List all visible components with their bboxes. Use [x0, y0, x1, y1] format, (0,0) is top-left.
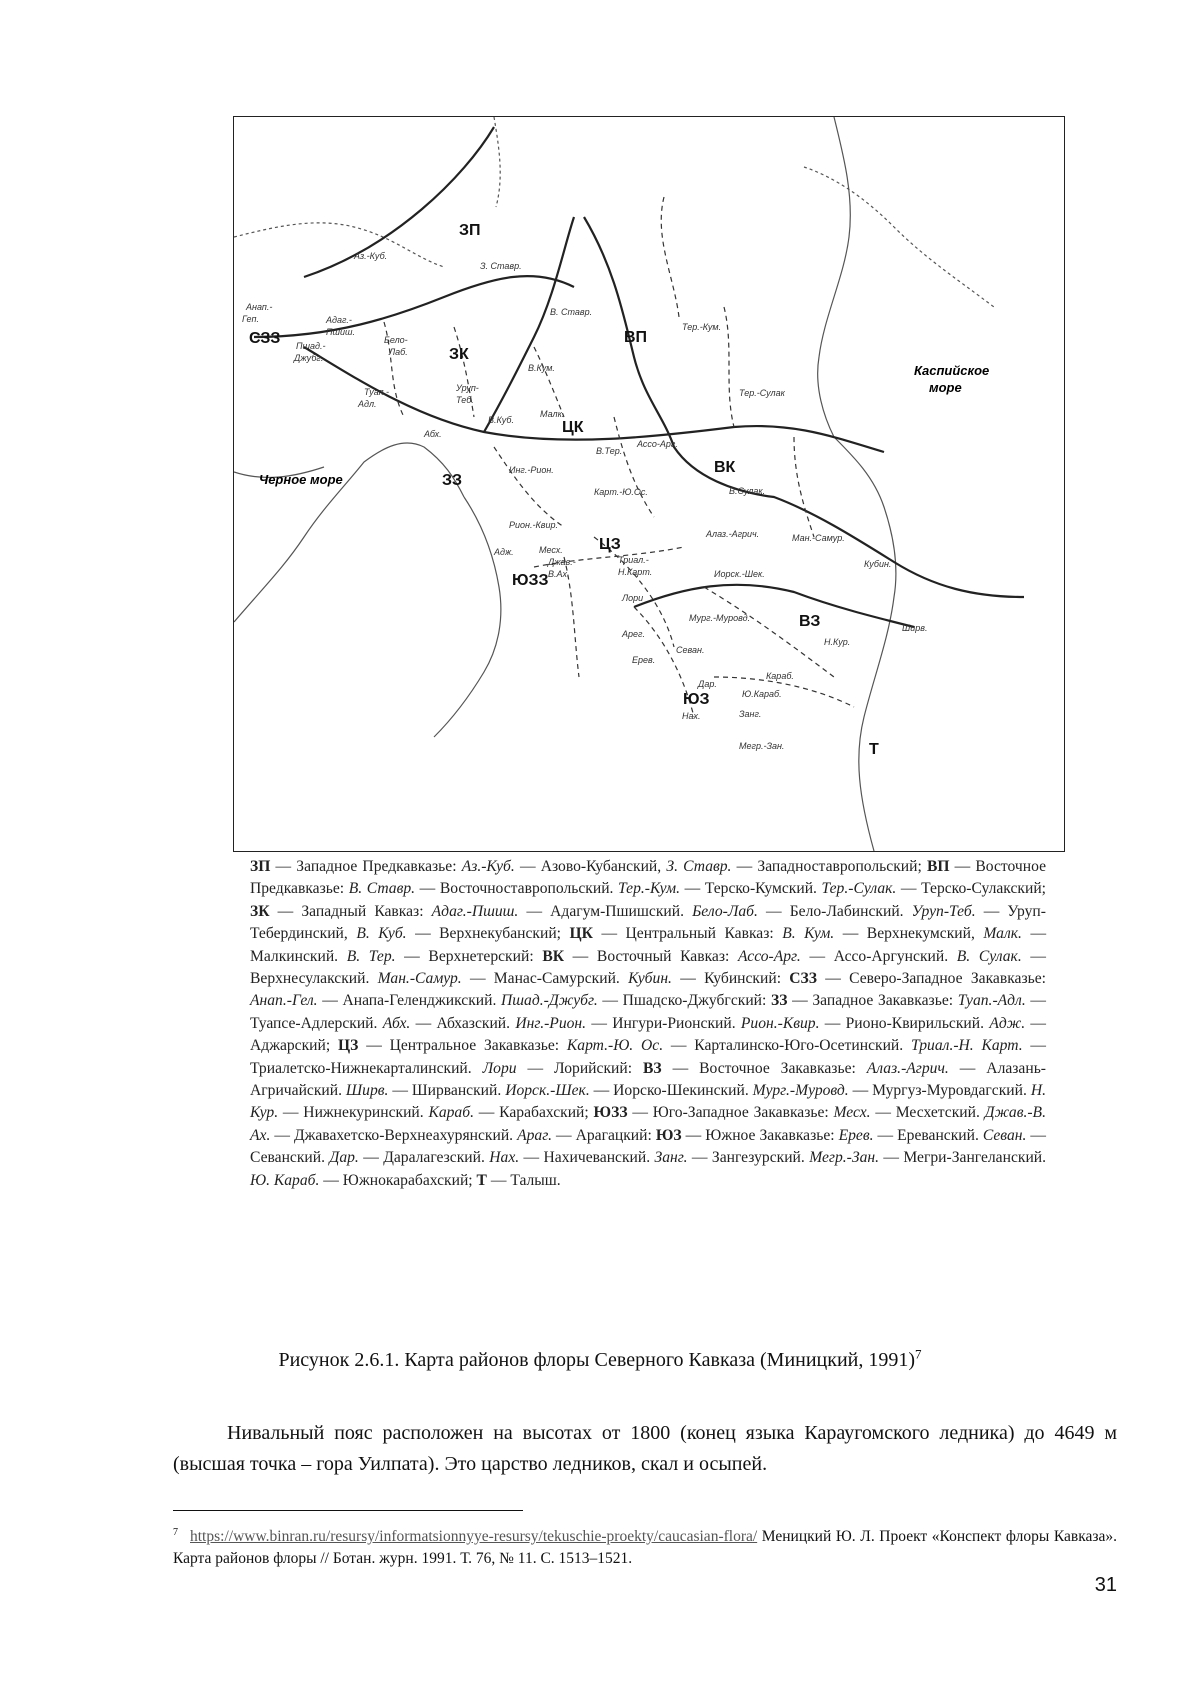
- legend-abbr: Инг.-Рион.: [515, 1014, 587, 1032]
- body-paragraph: [173, 1418, 1117, 1480]
- district-label: Карт.-Ю.Ос.: [594, 487, 648, 497]
- region-label: ВЗ: [799, 613, 821, 630]
- legend-text: — Аджарский;: [250, 1014, 1047, 1055]
- district-label: Джав.-: [548, 557, 576, 567]
- legend-abbr: Адж.: [989, 1014, 1026, 1032]
- legend-text: — Даралагезский.: [358, 1149, 490, 1167]
- legend-abbr: Кубин.: [628, 970, 672, 988]
- legend-abbr: Ман.-Самур.: [377, 970, 462, 988]
- legend-text: — Верхнесулакский.: [250, 947, 1046, 988]
- district-label: Геп.: [242, 314, 259, 324]
- legend-text: — Западный Кавказ:: [269, 902, 432, 920]
- footnote-divider: [173, 1510, 523, 1511]
- figure-caption-text: Рисунок 2.6.1. Карта районов флоры Северного Кавказа (Миницкий, 1991): [278, 1349, 916, 1371]
- district-label: Месх.: [539, 545, 563, 555]
- legend-region: Т: [476, 1171, 487, 1189]
- region-label: Т: [869, 741, 879, 758]
- black-sea-coast-west: [234, 443, 464, 622]
- river-line: [494, 117, 500, 207]
- district-line: [704, 587, 834, 677]
- legend-abbr: Карт.-Ю. Ос.: [566, 1037, 664, 1055]
- district-label: Адаг.-: [326, 315, 352, 325]
- district-label: Аз.-Куб.: [354, 251, 388, 261]
- district-label: Мург.-Муровд.: [689, 613, 751, 623]
- legend-abbr: Мегр.-Зан.: [809, 1149, 880, 1167]
- legend-region: ЮЗЗ: [593, 1104, 628, 1122]
- legend-text: — Мегри-Зангеланский.: [879, 1149, 1047, 1167]
- legend-abbr: Ю. Караб.: [250, 1171, 320, 1189]
- boundary-line: [634, 585, 914, 627]
- region-boundaries: [254, 127, 1024, 627]
- district-line: [724, 307, 734, 427]
- legend-text: — Триалетско-Нижнекарталинский.: [250, 1037, 1047, 1077]
- boundary-line: [254, 276, 574, 337]
- river-line: [804, 167, 994, 307]
- district-boundaries: [384, 197, 854, 717]
- legend-abbr: Мург.-Муровд.: [752, 1082, 849, 1100]
- legend-abbr: Джав.-В. Ах.: [250, 1104, 1046, 1144]
- legend-text: — Джавахетско-Верхнеахурянский.: [270, 1126, 518, 1144]
- legend-text: — Юго-Западное Закавказье:: [627, 1104, 834, 1122]
- district-label: Иорск.-Шек.: [714, 569, 765, 579]
- legend-region: ЗК: [250, 902, 270, 920]
- legend-text: — Севанский.: [250, 1126, 1046, 1167]
- legend-abbr: Рион.-Квир.: [740, 1014, 820, 1032]
- legend-abbr: Лори: [482, 1059, 517, 1077]
- district-label: Триал.-: [618, 555, 649, 565]
- legend-abbr: Аз.-Куб.: [461, 858, 515, 875]
- map-svg: [234, 117, 1064, 851]
- legend-text: — Верхнетерский:: [395, 947, 543, 965]
- legend-text: — Рионо-Квирильский.: [819, 1014, 990, 1032]
- legend-text: — Алазань-Агричайский.: [250, 1059, 1046, 1100]
- legend-region: ВЗ: [643, 1059, 662, 1077]
- legend-text: — Туапсе-Адлерский.: [250, 992, 1046, 1032]
- legend-text: — Карталинско-Юго-Осетинский.: [663, 1037, 911, 1055]
- legend-text: — Мургуз-Муровдагский.: [848, 1082, 1031, 1100]
- district-line: [494, 447, 564, 527]
- legend-abbr: Адаг.-Пшиш.: [431, 902, 519, 920]
- caspian-coast-north: [818, 117, 851, 437]
- legend-text: — Уруп-Тебердинский,: [250, 902, 1046, 943]
- district-label: В.Сулак.: [729, 486, 766, 496]
- legend-region: ЗЗ: [770, 992, 788, 1010]
- legend-abbr: Н. Кур.: [250, 1082, 1046, 1122]
- legend-text: — Лорийский:: [516, 1059, 643, 1077]
- legend-text: — Карабахский;: [473, 1104, 594, 1122]
- legend-text: — Нахичеванский.: [519, 1149, 655, 1167]
- sea-label-caspian-2: море: [929, 380, 962, 395]
- legend-text: — Восточное Закавказье:: [661, 1059, 867, 1077]
- district-label: В. Ставр.: [550, 307, 593, 317]
- district-label: Ассо-Арг.: [637, 439, 678, 449]
- region-label: ВП: [624, 329, 648, 346]
- region-label: ЦЗ: [599, 536, 621, 553]
- legend-text: — Верхнекубанский;: [406, 925, 570, 943]
- district-label: Караб.: [766, 671, 794, 681]
- legend-text: — Восточное Предкавказье:: [250, 858, 1047, 898]
- district-label: Тер.-Сулак: [739, 388, 785, 398]
- district-line: [661, 197, 679, 317]
- map-legend: [250, 856, 1046, 1192]
- district-label: Уруп-: [456, 383, 479, 393]
- legend-text: — Абхазский.: [410, 1014, 516, 1032]
- legend-text: — Иорско-Шекинский.: [589, 1082, 753, 1100]
- district-label: Лаб.: [389, 347, 408, 357]
- legend-text: — Ереванский.: [873, 1126, 983, 1144]
- region-label: ЮЗЗ: [512, 572, 549, 589]
- district-label: З. Ставр.: [480, 261, 522, 271]
- district-label: Алаз.-Агрич.: [706, 529, 760, 539]
- district-label: В.Кум.: [528, 363, 555, 373]
- legend-text: — Восточноставропольский.: [415, 880, 619, 898]
- district-line: [794, 437, 814, 537]
- legend-abbr: В. Сулак.: [956, 947, 1022, 965]
- district-label: Пшиш.: [326, 327, 355, 337]
- figure-caption: [0, 1346, 1200, 1372]
- region-label: ВК: [714, 459, 736, 476]
- district-label: Джубг.: [294, 353, 324, 363]
- legend-text: — Бело-Лабинский.: [757, 902, 912, 920]
- district-label: Анап.-: [246, 302, 273, 312]
- legend-abbr: Ерев.: [838, 1126, 874, 1144]
- district-label: Лори: [622, 593, 644, 603]
- legend-text: — Ширванский.: [388, 1082, 506, 1100]
- footnote-text: Меницкий Ю. Л. Проект «Конспект флоры Кавказа». Карта районов флоры // Ботан. журн. 1991. Т. 76, № 11. С. 1513–1521.: [173, 1528, 1117, 1568]
- flora-district-map: [233, 116, 1065, 852]
- legend-text: — Верхнекумский,: [834, 925, 984, 943]
- district-label: Малк.: [540, 409, 565, 419]
- legend-region: ЦК: [569, 925, 593, 943]
- footnote: [173, 1522, 1117, 1570]
- legend-abbr: Алаз.-Агрич.: [866, 1059, 949, 1077]
- district-line: [714, 677, 854, 707]
- legend-abbr: Ассо-Арг.: [737, 947, 801, 965]
- legend-abbr: Нах.: [489, 1149, 520, 1167]
- legend-text: — Западное Предкавказье:: [270, 858, 462, 875]
- district-label: Туап.-: [364, 387, 390, 397]
- black-sea-coast-east: [434, 497, 501, 737]
- legend-abbr: Севан.: [982, 1126, 1027, 1144]
- legend-text: — Терско-Кумский.: [680, 880, 822, 898]
- legend-region: ВК: [542, 947, 565, 965]
- district-label: Дар.: [698, 679, 717, 689]
- district-label: Теб.: [456, 395, 474, 405]
- district-label: Пшад.-: [296, 341, 326, 351]
- legend-text: — Кубинский:: [671, 970, 790, 988]
- legend-region: ЗП: [250, 858, 271, 875]
- district-label: В.Куб.: [488, 415, 514, 425]
- legend-text: — Манас-Самурский.: [461, 970, 629, 988]
- footnote-mark: 7: [173, 1527, 178, 1538]
- sea-label-black: Черное море: [259, 472, 343, 487]
- region-label: ЦК: [562, 419, 584, 436]
- legend-abbr: З. Ставр.: [666, 858, 732, 875]
- footnote-ref: 7: [915, 1346, 922, 1362]
- region-label: ЗК: [449, 346, 469, 363]
- legend-abbr: Тер.-Кум.: [618, 880, 681, 898]
- legend-abbr: Малк.: [983, 925, 1022, 943]
- legend-abbr: Иорск.-Шек.: [505, 1082, 590, 1100]
- legend-text: — Зангезурский.: [687, 1149, 810, 1167]
- sea-label-caspian-1: Каспийское: [914, 363, 990, 378]
- boundary-line: [304, 127, 494, 277]
- legend-abbr: Триал.-Н. Карт.: [910, 1037, 1023, 1055]
- district-label: Н.Кур.: [824, 637, 851, 647]
- legend-text: — Ингури-Рионский.: [586, 1014, 741, 1032]
- legend-text: — Ассо-Аргунский.: [800, 947, 957, 965]
- legend-text: — Терско-Сулакский;: [896, 880, 1046, 898]
- district-label: Рион.-Квир.: [509, 520, 558, 530]
- legend-text: — Азово-Кубанский,: [514, 858, 667, 875]
- legend-abbr: Анап.-Гел.: [250, 992, 318, 1010]
- district-label: В.Тер.: [596, 446, 623, 456]
- legend-text: — Центральный Кавказ:: [592, 925, 783, 943]
- legend-abbr: Пшад.-Джубг.: [501, 992, 598, 1010]
- legend-text: — Центральное Закавказье:: [358, 1037, 567, 1055]
- district-label: Тер.-Кум.: [682, 322, 722, 332]
- legend-region: ВП: [926, 858, 950, 875]
- legend-text: — Южнокарабахский;: [319, 1171, 477, 1189]
- legend-abbr: Туап.-Адл.: [957, 992, 1026, 1010]
- district-label: Севан.: [676, 645, 705, 655]
- district-label: Адж.: [494, 547, 514, 557]
- legend-abbr: Бело-Лаб.: [692, 902, 758, 920]
- page-number: 31: [1094, 1574, 1117, 1596]
- district-line: [614, 417, 654, 517]
- legend-text: — Анапа-Геленджикский.: [317, 992, 502, 1010]
- legend-abbr: Дар.: [329, 1149, 359, 1167]
- legend-text: — Месхетский.: [870, 1104, 985, 1122]
- district-label: Инг.-Рион.: [509, 465, 554, 475]
- legend-text: — Северо-Западное Закавказье:: [817, 970, 1046, 988]
- legend-text: — Западноставропольский;: [731, 858, 927, 875]
- map-background-lines: [234, 117, 994, 851]
- body-paragraph-text: Нивальный пояс расположен на высотах от 1800 (конец языка Караугомского ледника) до 4649 м (высшая точка – гора Уилпата). Это царство ледников, скал и осыпей.: [173, 1422, 1117, 1475]
- legend-text: — Арагацкий:: [552, 1126, 656, 1144]
- district-label: Занг.: [739, 709, 762, 719]
- district-label: Кубин.: [864, 559, 892, 569]
- district-label: Ман.-Самур.: [792, 533, 845, 543]
- district-label: Ерев.: [632, 655, 656, 665]
- legend-abbr: Араг.: [517, 1126, 552, 1144]
- legend-text: — Западное Закавказье:: [787, 992, 958, 1010]
- legend-text: — Южное Закавказье:: [681, 1126, 839, 1144]
- district-label: Бело-: [384, 335, 408, 345]
- legend-abbr: Месх.: [833, 1104, 871, 1122]
- district-label: Адл.: [358, 399, 377, 409]
- district-label: Арег.: [622, 629, 645, 639]
- boundary-line: [484, 217, 574, 432]
- legend-region: СЗЗ: [789, 970, 818, 988]
- legend-abbr: В. Кум.: [782, 925, 835, 943]
- region-label: ЗП: [459, 222, 481, 239]
- district-label: Ширв.: [902, 623, 928, 633]
- legend-abbr: Ширв.: [345, 1082, 389, 1100]
- legend-text: — Талыш.: [486, 1171, 561, 1189]
- legend-text: — Пшадско-Джубгский:: [597, 992, 771, 1010]
- region-label: СЗЗ: [249, 330, 281, 347]
- district-label: Ю.Караб.: [742, 689, 782, 699]
- district-label: В.Ах.: [548, 569, 570, 579]
- district-label: Мегр.-Зан.: [739, 741, 785, 751]
- legend-abbr: В. Куб.: [356, 925, 407, 943]
- legend-abbr: Уруп-Теб.: [911, 902, 976, 920]
- legend-text: — Нижнекуринский.: [278, 1104, 429, 1122]
- river-line: [234, 223, 444, 267]
- legend-abbr: Абх.: [382, 1014, 411, 1032]
- footnote-link[interactable]: https://www.binran.ru/resursy/informatsionnyye-resursy/tekuschie-proekty/caucasian-flora/: [190, 1528, 758, 1546]
- legend-region: ЦЗ: [338, 1037, 359, 1055]
- boundary-line: [304, 347, 884, 452]
- legend-abbr: Караб.: [428, 1104, 474, 1122]
- district-label: Абх.: [424, 429, 442, 439]
- legend-text: — Малкинский.: [250, 925, 1047, 965]
- region-label: ЗЗ: [442, 472, 463, 489]
- district-label: Нах.: [682, 711, 701, 721]
- legend-abbr: В. Тер.: [346, 947, 396, 965]
- legend-abbr: Занг.: [654, 1149, 688, 1167]
- region-label: ЮЗ: [683, 691, 710, 708]
- legend-text: — Адагум-Пшишский.: [518, 902, 693, 920]
- district-labels: [242, 251, 928, 751]
- legend-text: — Восточный Кавказ:: [564, 947, 738, 965]
- legend-abbr: В. Ставр.: [348, 880, 416, 898]
- district-line: [534, 347, 564, 417]
- legend-region: ЮЗ: [655, 1126, 682, 1144]
- legend-abbr: Тер.-Сулак.: [821, 880, 897, 898]
- district-label: Н.Карт.: [618, 567, 653, 577]
